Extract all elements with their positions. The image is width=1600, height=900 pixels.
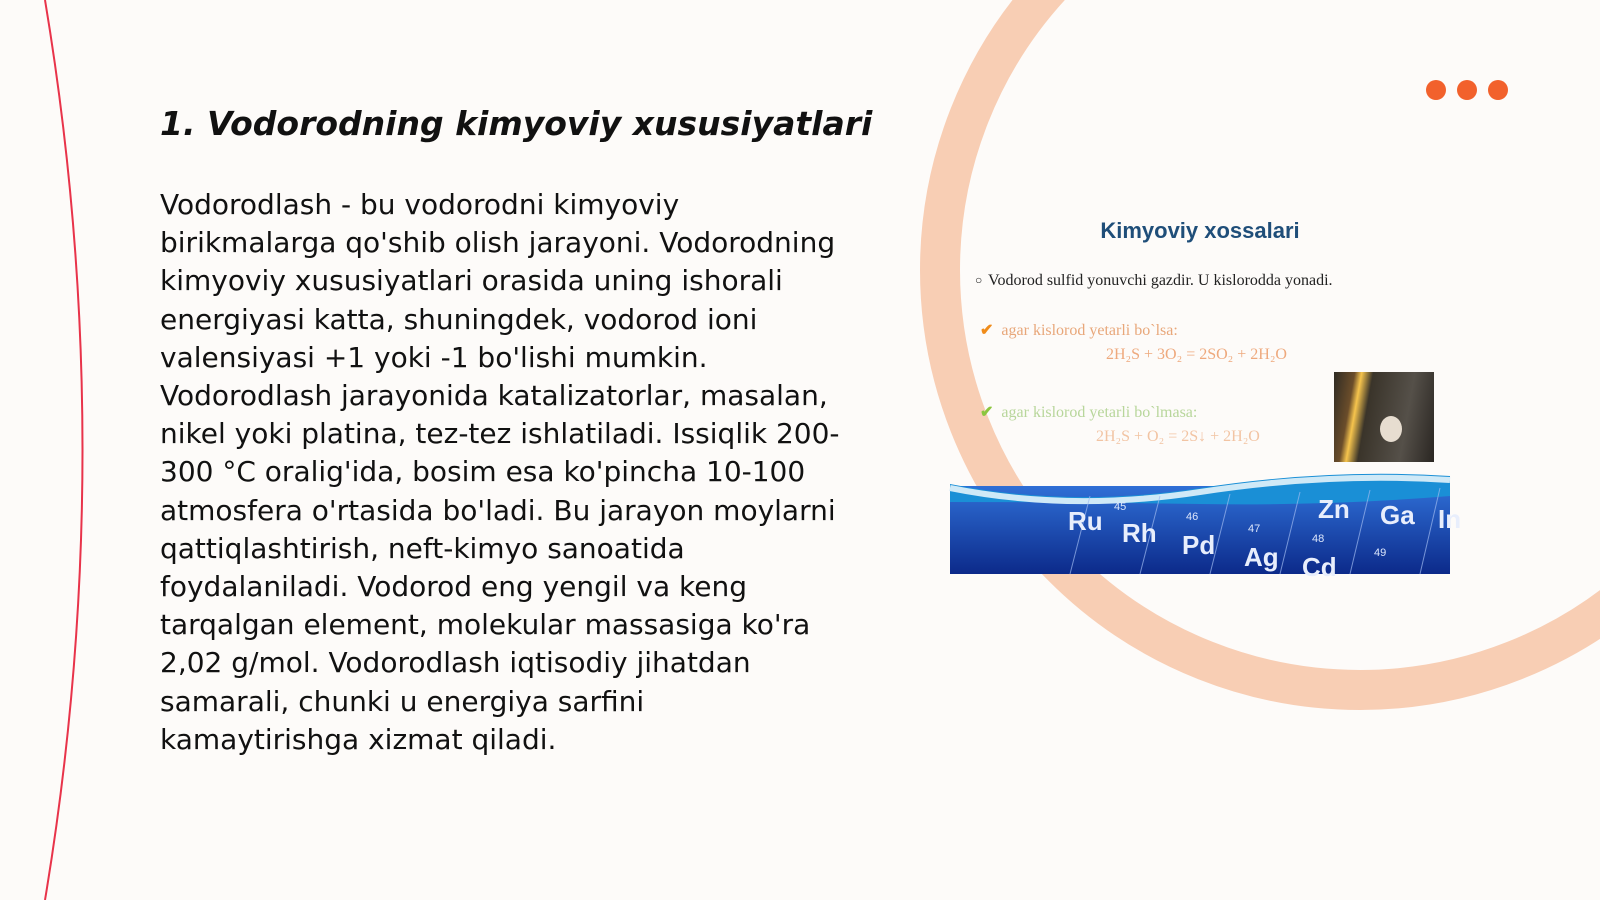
- image-title: Kimyoviy xossalari: [1100, 218, 1300, 243]
- element-number: 46: [1186, 511, 1199, 523]
- bullet-circle-icon: ○: [975, 273, 983, 287]
- element-symbol: Pd: [1182, 530, 1216, 560]
- element-symbol: Cd: [1302, 552, 1337, 582]
- bullet-text: Vodorod sulfid yonuvchi gazdir. U kislorodda yonadi.: [988, 272, 1333, 289]
- element-symbol: Ag: [1244, 542, 1279, 572]
- case-insufficient-text: agar kislorod yetarli bo`lmasa:: [1001, 404, 1198, 421]
- person-figure: [1380, 416, 1402, 442]
- left-arc-line: [45, 0, 83, 900]
- checkmark-icon: ✔: [980, 404, 994, 421]
- decorative-dots: [1426, 80, 1508, 100]
- dot: [1457, 80, 1477, 100]
- dot: [1426, 80, 1446, 100]
- image-case-sufficient: [980, 320, 1178, 340]
- element-symbol: Rh: [1122, 518, 1157, 548]
- case-sufficient-text: agar kislorod yetarli bo`lsa:: [1001, 322, 1178, 339]
- checkmark-icon: ✔: [980, 322, 994, 339]
- element-number: 47: [1248, 523, 1261, 535]
- dot: [1488, 80, 1508, 100]
- element-number: 45: [1114, 501, 1127, 513]
- element-symbol: Ga: [1380, 500, 1415, 530]
- element-symbol: Zn: [1318, 494, 1350, 524]
- slide-title: 1. Vodorodning kimyoviy xususiyatlari: [160, 104, 873, 143]
- element-number: 48: [1312, 533, 1325, 545]
- element-symbol: In: [1438, 504, 1462, 534]
- formula-insufficient: 2H₂S + O₂ = 2S↓ + 2H₂O: [1096, 428, 1260, 445]
- photo: [1334, 372, 1434, 462]
- formula-sufficient: 2H₂S + 3O₂ = 2SO₂ + 2H₂O: [1106, 346, 1287, 363]
- slide-body-text: Vodorodlash - bu vodorodni kimyoviy birikmalarga qo'shib olish jarayoni. Vodorodning kimyoviy xususiyatlari orasida uning ishorali energiyasi katta, shuningdek, vodorod ioni valensiyasi +1 yoki -1 bo'lishi mumkin. Vodorodlash jarayonida katalizatorlar, masalan, nikel yoki platina, tez-tez ishlatiladi. Issiqlik 200-300 °C oralig'ida, bosim esa ko'pincha 10-100 atmosfera o'rtasida bo'ladi. Bu jarayon moylarni qattiqlashtirish, neft-kimyo sanoatida foydalaniladi. Vodorod eng yengil va keng tarqalgan element, molekular massasiga ko'ra 2,02 g/mol. Vodorodlash iqtisodiy jihatdan samarali, chunki u energiya sarfini kamaytirishga xizmat qiladi.: [160, 188, 840, 756]
- embedded-slide-image: [950, 196, 1462, 582]
- image-case-insufficient: [980, 402, 1197, 422]
- element-symbol: Ru: [1068, 506, 1103, 536]
- element-number: 49: [1374, 547, 1387, 559]
- image-bullet: [975, 270, 1368, 291]
- periodic-table-banner: [950, 466, 1462, 582]
